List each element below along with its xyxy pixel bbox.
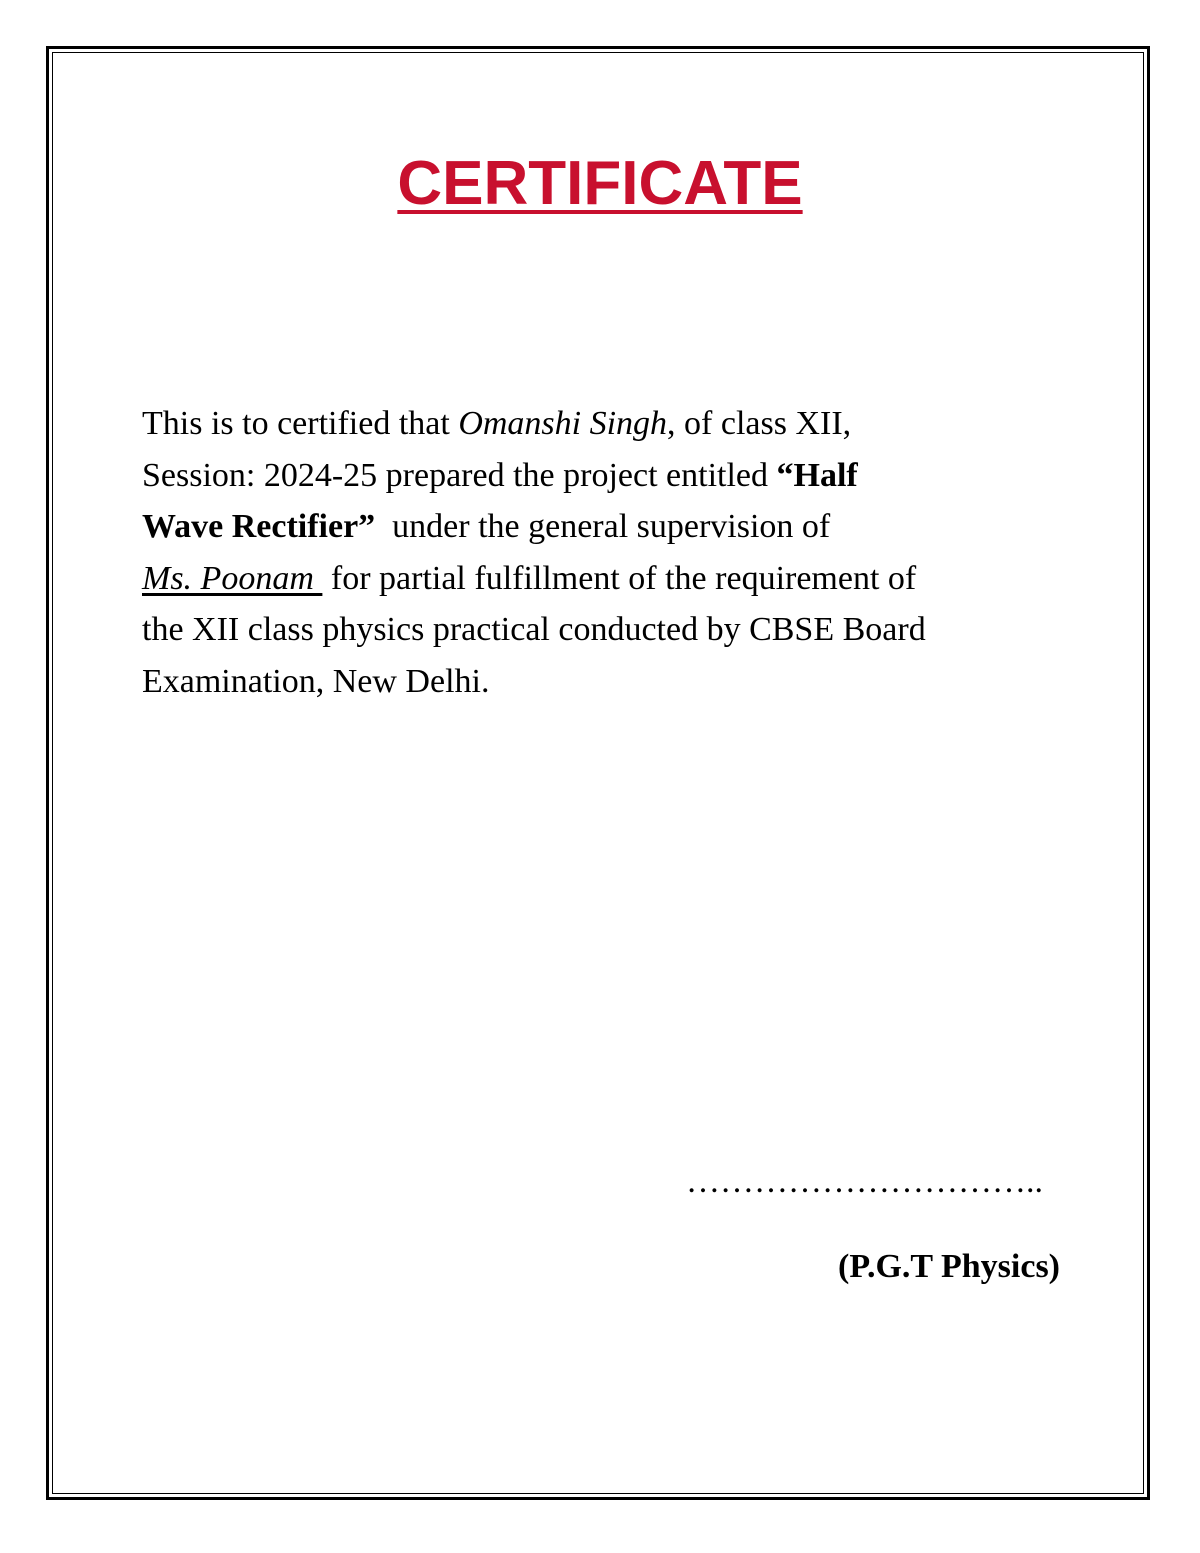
certificate-body: [142, 398, 1062, 707]
body-line-2-start: Session: 2024-25 prepared the project entitled: [142, 456, 777, 494]
signature-line: …………………………..: [686, 1163, 1043, 1200]
body-line-1-end: , of class XII,: [667, 405, 852, 442]
certificate-title-text: CERTIFICATE: [397, 149, 803, 218]
signature-title: (P.G.T Physics): [838, 1248, 1060, 1285]
student-name: Omanshi Singh: [458, 405, 668, 442]
body-line-4: [142, 553, 1062, 605]
body-line-5: the XII class physics practical conducted by CBSE Board: [142, 611, 926, 648]
certificate-title: [0, 148, 1200, 220]
body-line-3: [142, 501, 1062, 553]
project-title-part2: Wave Rectifier”: [142, 508, 376, 545]
project-title-part1: “Half: [776, 456, 858, 494]
body-line-6: Examination, New Delhi.: [142, 662, 490, 700]
body-line-1-start: This is to certified that: [142, 405, 459, 442]
body-line-2: [142, 450, 1062, 502]
supervisor-name: Ms. Poonam: [142, 559, 323, 597]
body-line-1: [142, 398, 1062, 450]
body-line-3-end: under the general supervision of: [375, 508, 831, 545]
body-line-4-end: for partial fulfillment of the requirement of: [322, 559, 917, 597]
